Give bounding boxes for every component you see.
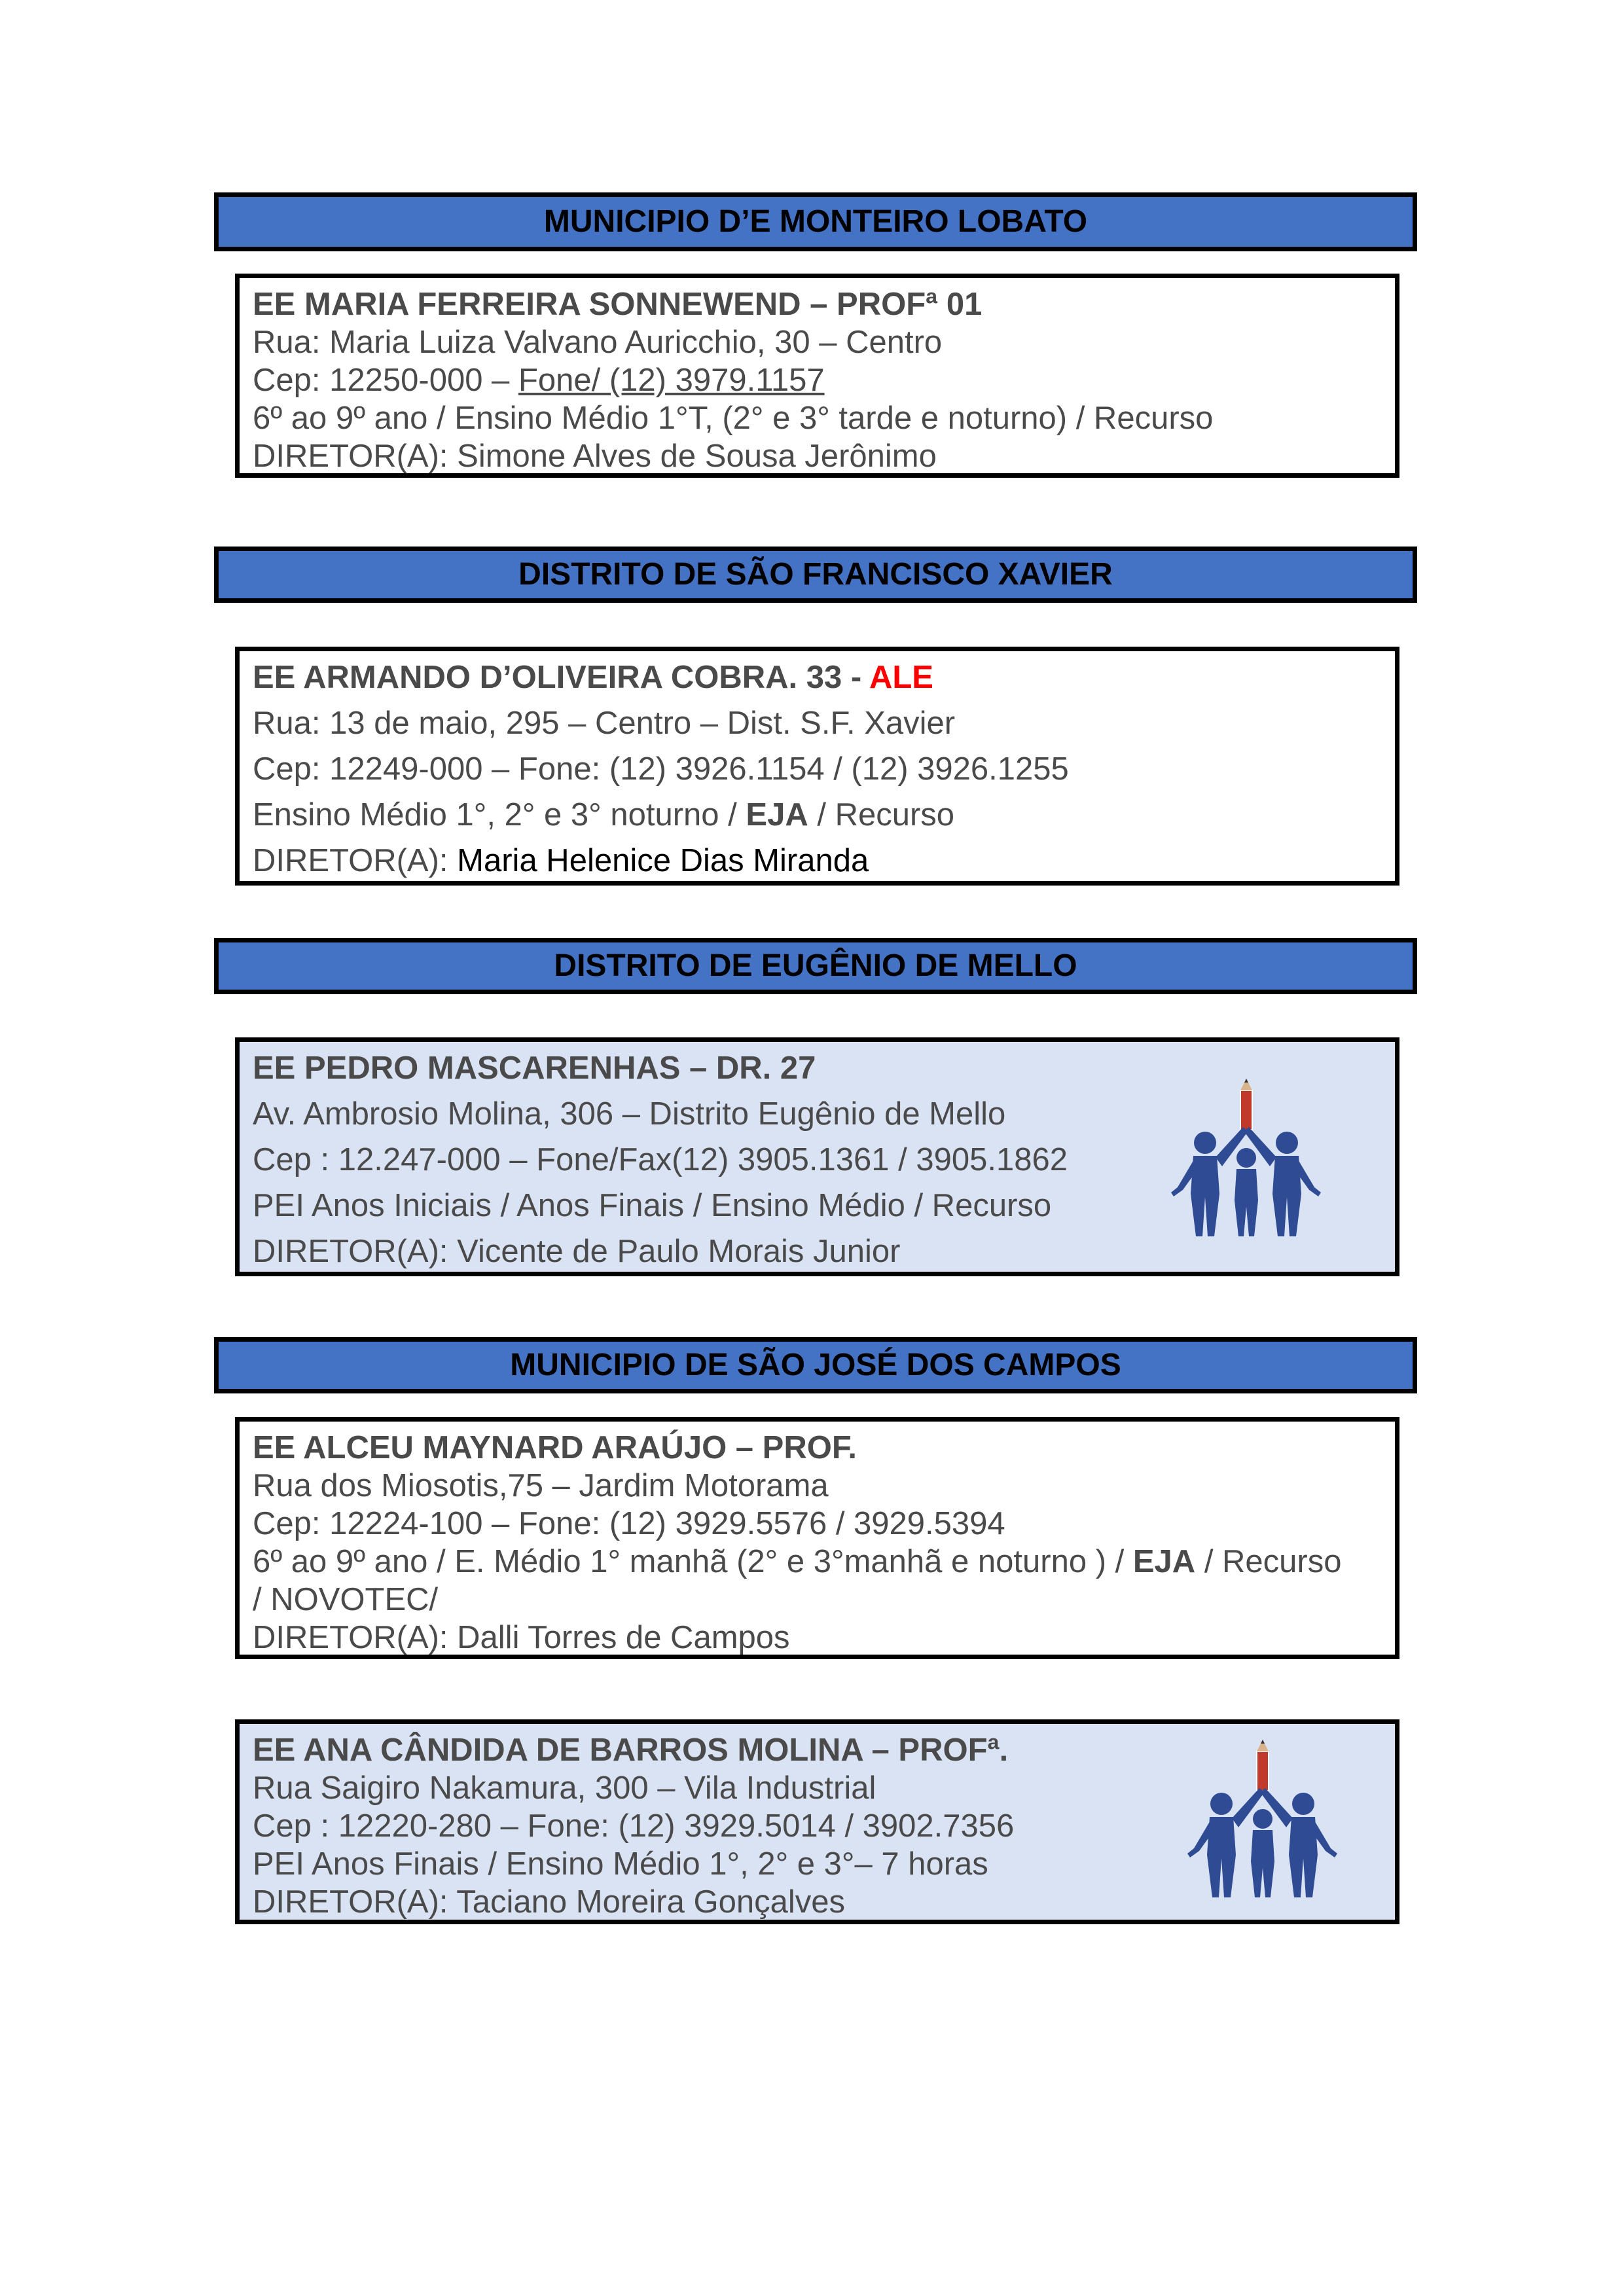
- school-name: EE MARIA FERREIRA SONNEWEND – PROFª 01: [253, 287, 983, 322]
- school-director: DIRETOR(A): Taciano Moreira Gonçalves: [253, 1884, 845, 1920]
- director-name: Maria Helenice Dias Miranda: [457, 843, 869, 878]
- school-name: EE PEDRO MASCARENHAS – DR. 27: [253, 1050, 816, 1086]
- school-director: DIRETOR(A): Vicente de Paulo Morais Junior: [253, 1234, 901, 1269]
- school-address: Rua: Maria Luiza Valvano Auricchio, 30 – Centro: [253, 325, 943, 360]
- school-address: Rua dos Miosotis,75 – Jardim Motorama: [253, 1468, 829, 1503]
- pei-people-pencil-icon: [1176, 1737, 1352, 1904]
- school-grades: 6º ao 9º ano / Ensino Médio 1°T, (2° e 3° tarde e noturno) / Recurso: [253, 401, 1214, 436]
- school-grades: [253, 1543, 1382, 1581]
- school-cep: Cep: 12250-000 –: [253, 363, 518, 398]
- grades-part-b: / Recurso: [1195, 1544, 1342, 1579]
- grades-part-b: / Recurso: [808, 797, 955, 833]
- school-cep-phone: Cep: 12224-100 – Fone: (12) 3929.5576 / 3929.5394: [253, 1506, 1005, 1541]
- school-address: Rua: 13 de maio, 295 – Centro – Dist. S.F. Xavier: [253, 706, 956, 741]
- pei-people-pencil-icon: [1159, 1076, 1336, 1243]
- school-card-maria-ferreira: [235, 274, 1399, 478]
- grades-eja: EJA: [746, 797, 808, 833]
- school-name: EE ALCEU MAYNARD ARAÚJO – PROF.: [253, 1430, 857, 1465]
- grades-part-a: 6º ao 9º ano / E. Médio 1° manhã (2° e 3°manhã e noturno ) /: [253, 1544, 1133, 1579]
- school-grades: PEI Anos Iniciais / Anos Finais / Ensino Médio / Recurso: [253, 1188, 1052, 1223]
- school-card-alceu-maynard: [235, 1417, 1399, 1659]
- school-grades-continued: / NOVOTEC/: [253, 1582, 439, 1617]
- school-card-ana-candida: [235, 1719, 1399, 1924]
- grades-part-a: Ensino Médio 1°, 2° e 3° noturno /: [253, 797, 746, 833]
- grades-eja: EJA: [1132, 1544, 1196, 1579]
- director-label: DIRETOR(A):: [253, 843, 458, 878]
- school-cep-phone: Cep : 12220-280 – Fone: (12) 3929.5014 / 3902.7356: [253, 1808, 1015, 1844]
- school-name: EE ANA CÂNDIDA DE BARROS MOLINA – PROFª.: [253, 1732, 1009, 1768]
- school-name: [253, 655, 1382, 700]
- school-grades: [253, 792, 1382, 838]
- section-header-eugenio-de-mello: DISTRITO DE EUGÊNIO DE MELLO: [214, 938, 1417, 994]
- school-address: Av. Ambrosio Molina, 306 – Distrito Eugênio de Mello: [253, 1096, 1006, 1132]
- school-address: Rua Saigiro Nakamura, 300 – Vila Industrial: [253, 1770, 876, 1806]
- school-name-text: EE ARMANDO D’OLIVEIRA COBRA. 33 -: [253, 660, 869, 695]
- school-director: DIRETOR(A): Dalli Torres de Campos: [253, 1620, 790, 1655]
- school-card-armando-oliveira: [235, 647, 1399, 886]
- school-director: DIRETOR(A): Simone Alves de Sousa Jerônimo: [253, 439, 937, 474]
- school-name-tag: ALE: [869, 660, 933, 695]
- school-cep-phone: Cep: 12249-000 – Fone: (12) 3926.1154 / (12) 3926.1255: [253, 751, 1069, 787]
- school-director: [253, 838, 1382, 884]
- school-cep-phone: [253, 361, 1382, 399]
- section-header-monteiro-lobato: MUNICIPIO D’E MONTEIRO LOBATO: [214, 192, 1417, 251]
- school-phone: Fone/ (12) 3979.1157: [518, 363, 825, 398]
- section-header-sao-francisco-xavier: DISTRITO DE SÃO FRANCISCO XAVIER: [214, 547, 1417, 603]
- school-grades: PEI Anos Finais / Ensino Médio 1°, 2° e 3°– 7 horas: [253, 1846, 988, 1882]
- school-cep-phone: Cep : 12.247-000 – Fone/Fax(12) 3905.1361 / 3905.1862: [253, 1142, 1068, 1177]
- section-header-sao-jose-dos-campos: MUNICIPIO DE SÃO JOSÉ DOS CAMPOS: [214, 1337, 1417, 1393]
- school-card-pedro-mascarenhas: [235, 1037, 1399, 1276]
